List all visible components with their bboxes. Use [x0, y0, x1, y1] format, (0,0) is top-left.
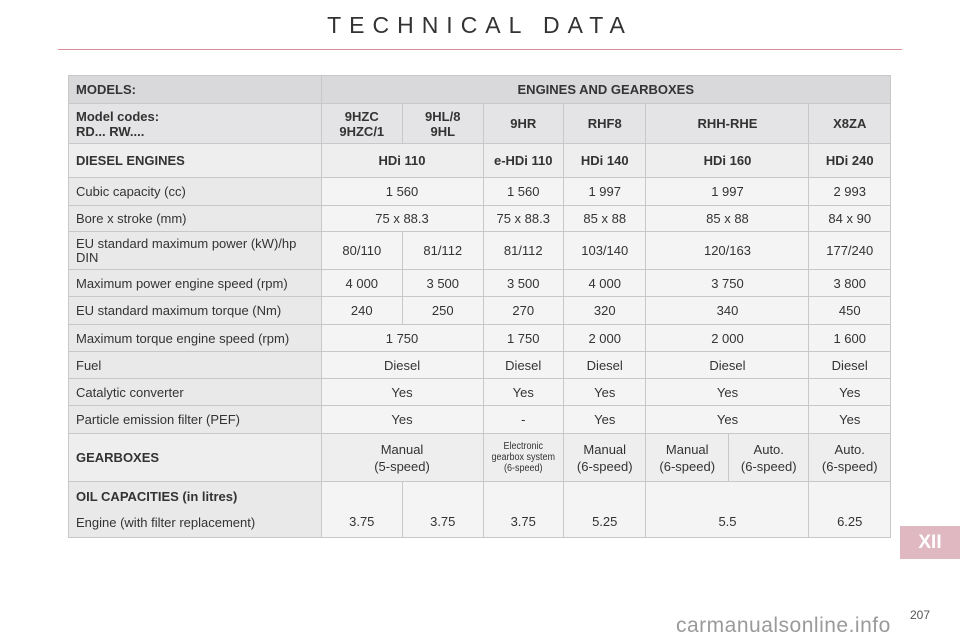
table-cell: 5.5: [646, 482, 809, 538]
row-label: Maximum torque engine speed (rpm): [69, 325, 322, 352]
table-cell: 3 750: [646, 270, 809, 297]
row-label: Fuel: [69, 352, 322, 379]
diesel-engines-label: DIESEL ENGINES: [69, 144, 322, 178]
gearbox-cell: Auto. (6-speed): [809, 434, 891, 482]
table-cell: 75 x 88.3: [483, 206, 563, 232]
table-row: [69, 206, 891, 232]
table-cell: 5.25: [563, 482, 646, 538]
table-cell: 3 800: [809, 270, 891, 297]
table-cell: 84 x 90: [809, 206, 891, 232]
models-header: MODELS:: [69, 76, 322, 104]
gearboxes-row: [69, 434, 891, 482]
page-number: 207: [910, 608, 931, 622]
row-label: EU standard maximum torque (Nm): [69, 297, 322, 325]
table-cell: 3 500: [483, 270, 563, 297]
table-cell: 450: [809, 297, 891, 325]
table-cell: Yes: [646, 379, 809, 406]
header-row: [69, 76, 891, 104]
table-cell: 1 997: [563, 178, 646, 206]
section-tab: XII: [900, 526, 960, 559]
table-cell: 103/140: [563, 232, 646, 270]
table-cell: Diesel: [646, 352, 809, 379]
model-codes-label: Model codes: RD... RW....: [69, 104, 322, 144]
table-row: [69, 379, 891, 406]
technical-data-table: [68, 75, 891, 538]
table-cell: 1 560: [483, 178, 563, 206]
row-label: Cubic capacity (cc): [69, 178, 322, 206]
table-row: [69, 406, 891, 434]
table-row: [69, 178, 891, 206]
table-cell: 1 600: [809, 325, 891, 352]
table-row: [69, 297, 891, 325]
code-cell: X8ZA: [809, 104, 891, 144]
row-label: Catalytic converter: [69, 379, 322, 406]
gearbox-cell: Manual (5-speed): [321, 434, 483, 482]
gearbox-cell: Manual (6-speed): [563, 434, 646, 482]
table-cell: Yes: [483, 379, 563, 406]
watermark: carmanualsonline.info: [676, 614, 891, 637]
table-cell: Diesel: [809, 352, 891, 379]
table-cell: -: [483, 406, 563, 434]
table-cell: 85 x 88: [646, 206, 809, 232]
row-label: Maximum power engine speed (rpm): [69, 270, 322, 297]
table-cell: 3.75: [321, 482, 402, 538]
table-cell: 2 000: [646, 325, 809, 352]
engine-cell: HDi 110: [321, 144, 483, 178]
table-cell: 85 x 88: [563, 206, 646, 232]
gearboxes-label: GEARBOXES: [69, 434, 322, 482]
table-cell: 1 560: [321, 178, 483, 206]
table-cell: 250: [403, 297, 483, 325]
code-cell: 9HZC 9HZC/1: [321, 104, 402, 144]
table-cell: 4 000: [563, 270, 646, 297]
table-cell: Yes: [563, 379, 646, 406]
table-cell: Yes: [809, 406, 891, 434]
gearbox-cell: Manual (6-speed): [646, 434, 729, 482]
gearbox-cell: Auto. (6-speed): [728, 434, 808, 482]
table-cell: 270: [483, 297, 563, 325]
title-divider: [58, 49, 902, 50]
table-cell: Yes: [321, 379, 483, 406]
table-cell: Diesel: [483, 352, 563, 379]
table-cell: Diesel: [321, 352, 483, 379]
table-cell: 80/110: [321, 232, 402, 270]
table-cell: 81/112: [483, 232, 563, 270]
table-row: [69, 325, 891, 352]
engine-cell: HDi 140: [563, 144, 646, 178]
table-cell: Yes: [809, 379, 891, 406]
table-cell: 1 997: [646, 178, 809, 206]
diesel-engines-row: [69, 144, 891, 178]
engines-gearboxes-header: ENGINES AND GEARBOXES: [321, 76, 890, 104]
table-cell: 1 750: [321, 325, 483, 352]
table-cell: 2 993: [809, 178, 891, 206]
table-cell: 6.25: [809, 482, 891, 538]
table-row: [69, 352, 891, 379]
oil-capacities-label: OIL CAPACITIES (in litres) Engine (with filter replacement): [69, 482, 322, 538]
table-cell: 340: [646, 297, 809, 325]
table-cell: Yes: [321, 406, 483, 434]
page-title: TECHNICAL DATA: [327, 12, 633, 38]
row-label: Bore x stroke (mm): [69, 206, 322, 232]
table-cell: 120/163: [646, 232, 809, 270]
table-cell: 2 000: [563, 325, 646, 352]
code-cell: RHH-RHE: [646, 104, 809, 144]
table-cell: 3.75: [483, 482, 563, 538]
table-cell: 240: [321, 297, 402, 325]
table-cell: Yes: [563, 406, 646, 434]
engine-cell: e-HDi 110: [483, 144, 563, 178]
code-cell: RHF8: [563, 104, 646, 144]
table-cell: 3.75: [403, 482, 483, 538]
row-label: Particle emission filter (PEF): [69, 406, 322, 434]
code-cell: 9HL/8 9HL: [403, 104, 483, 144]
table-cell: Diesel: [563, 352, 646, 379]
model-codes-row: [69, 104, 891, 144]
gearbox-cell: Electronic gearbox system (6-speed): [483, 434, 563, 482]
table-row: [69, 232, 891, 270]
row-label: EU standard maximum power (kW)/hp DIN: [69, 232, 322, 270]
code-cell: 9HR: [483, 104, 563, 144]
table-cell: 1 750: [483, 325, 563, 352]
table-cell: 4 000: [321, 270, 402, 297]
table-cell: 177/240: [809, 232, 891, 270]
oil-capacities-row: [69, 482, 891, 538]
engine-cell: HDi 160: [646, 144, 809, 178]
table-cell: 3 500: [403, 270, 483, 297]
table-cell: 81/112: [403, 232, 483, 270]
engine-cell: HDi 240: [809, 144, 891, 178]
table-row: [69, 270, 891, 297]
table-cell: 320: [563, 297, 646, 325]
table-cell: 75 x 88.3: [321, 206, 483, 232]
table-cell: Yes: [646, 406, 809, 434]
